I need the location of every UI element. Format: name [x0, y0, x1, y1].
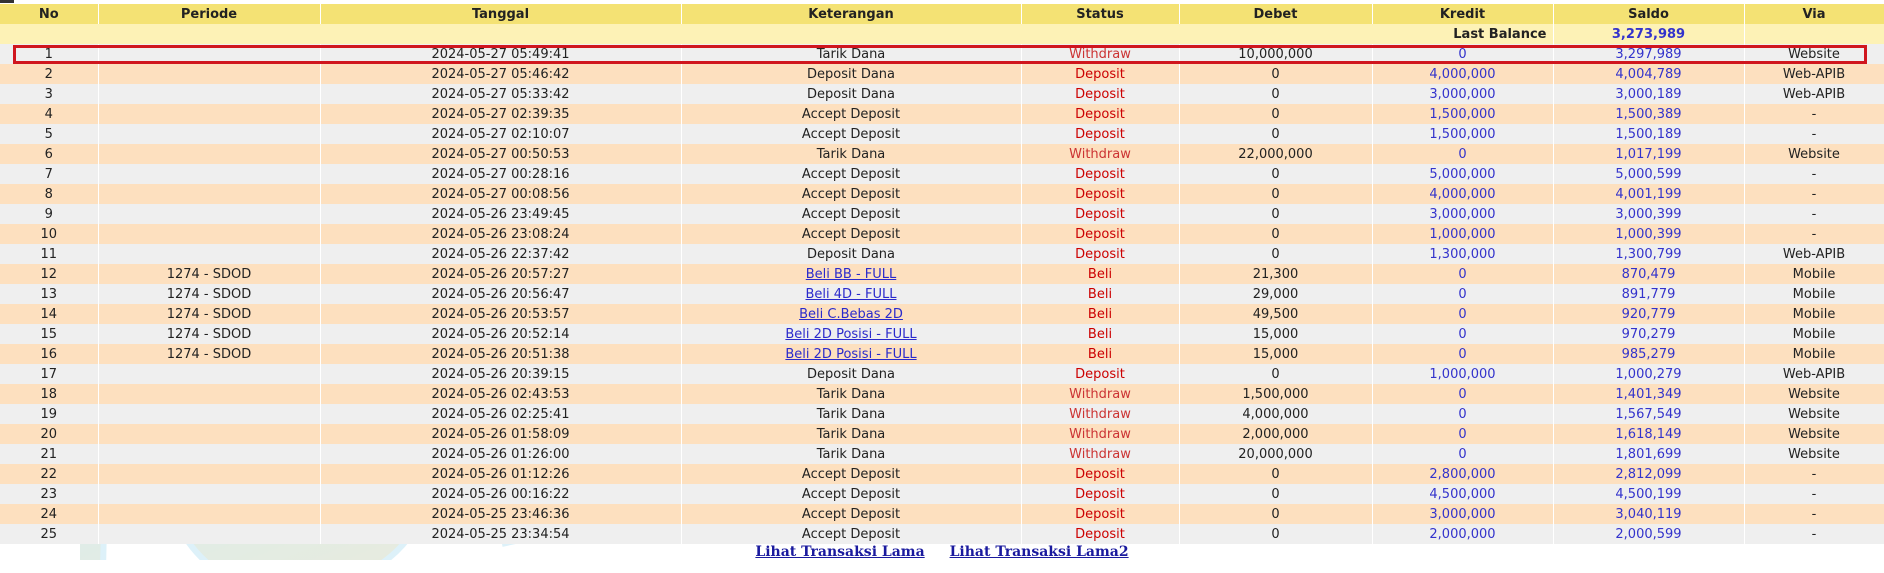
col-header-debet[interactable]: Debet	[1179, 4, 1372, 24]
cell-saldo: 3,040,119	[1553, 504, 1744, 524]
cell-periode	[98, 84, 320, 104]
cell-kredit: 0	[1372, 384, 1553, 404]
cell-status: Beli	[1021, 324, 1179, 344]
cell-kredit: 0	[1372, 404, 1553, 424]
cell-kredit: 2,800,000	[1372, 464, 1553, 484]
cell-no: 24	[0, 504, 98, 524]
cell-saldo: 870,479	[1553, 264, 1744, 284]
cell-debet: 0	[1179, 244, 1372, 264]
cell-kredit: 4,000,000	[1372, 184, 1553, 204]
cell-status: Deposit	[1021, 124, 1179, 144]
cell-kredit: 1,000,000	[1372, 364, 1553, 384]
col-header-kredit[interactable]: Kredit	[1372, 4, 1553, 24]
cell-kredit: 1,500,000	[1372, 104, 1553, 124]
cell-periode	[98, 484, 320, 504]
cell-via: Web-APIB	[1744, 364, 1884, 384]
cell-periode: 1274 - SDOD	[98, 304, 320, 324]
cell-via: Web-APIB	[1744, 84, 1884, 104]
cell-via: Web-APIB	[1744, 244, 1884, 264]
cell-keterangan: Accept Deposit	[681, 524, 1021, 544]
cell-saldo: 3,000,189	[1553, 84, 1744, 104]
cell-via: -	[1744, 524, 1884, 544]
cell-periode	[98, 364, 320, 384]
cell-via: Website	[1744, 144, 1884, 164]
cell-via: Website	[1744, 424, 1884, 444]
cell-keterangan: Tarik Dana	[681, 424, 1021, 444]
last-balance-label: Last Balance	[0, 24, 1553, 44]
table-row	[0, 164, 1884, 184]
cell-status: Deposit	[1021, 164, 1179, 184]
cell-status: Beli	[1021, 304, 1179, 324]
cell-no: 12	[0, 264, 98, 284]
cell-via: Website	[1744, 404, 1884, 424]
cell-debet: 22,000,000	[1179, 144, 1372, 164]
cell-kredit: 3,000,000	[1372, 84, 1553, 104]
cell-status: Withdraw	[1021, 144, 1179, 164]
cell-debet: 4,000,000	[1179, 404, 1372, 424]
table-row	[0, 84, 1884, 104]
cell-status: Deposit	[1021, 64, 1179, 84]
cell-keterangan	[681, 324, 1021, 344]
bet-detail-link[interactable]: Beli 4D - FULL	[805, 286, 897, 302]
cell-saldo: 4,500,199	[1553, 484, 1744, 504]
cell-tanggal: 2024-05-27 00:28:16	[320, 164, 681, 184]
cell-periode: 1274 - SDOD	[98, 284, 320, 304]
cell-keterangan: Tarik Dana	[681, 384, 1021, 404]
cell-saldo: 1,000,399	[1553, 224, 1744, 244]
cell-status: Withdraw	[1021, 404, 1179, 424]
cell-status: Deposit	[1021, 464, 1179, 484]
cell-periode	[98, 224, 320, 244]
cell-debet: 0	[1179, 224, 1372, 244]
cell-tanggal: 2024-05-26 20:51:38	[320, 344, 681, 364]
old-transactions-link[interactable]: Lihat Transaksi Lama	[755, 544, 925, 560]
cell-saldo: 1,801,699	[1553, 444, 1744, 464]
cell-via: -	[1744, 224, 1884, 244]
cell-saldo: 1,401,349	[1553, 384, 1744, 404]
cell-via: Web-APIB	[1744, 64, 1884, 84]
cell-status: Withdraw	[1021, 44, 1179, 64]
cell-kredit: 0	[1372, 424, 1553, 444]
cell-status: Deposit	[1021, 244, 1179, 264]
cell-saldo: 970,279	[1553, 324, 1744, 344]
cell-via: Website	[1744, 444, 1884, 464]
cell-periode	[98, 64, 320, 84]
cell-no: 22	[0, 464, 98, 484]
table-row	[0, 144, 1884, 164]
cell-keterangan: Accept Deposit	[681, 124, 1021, 144]
cell-no: 10	[0, 224, 98, 244]
cell-debet: 0	[1179, 484, 1372, 504]
cell-debet: 0	[1179, 164, 1372, 184]
cell-keterangan: Accept Deposit	[681, 484, 1021, 504]
cell-debet: 0	[1179, 464, 1372, 484]
cell-no: 25	[0, 524, 98, 544]
cell-kredit: 1,300,000	[1372, 244, 1553, 264]
cell-periode	[98, 164, 320, 184]
table-row	[0, 444, 1884, 464]
cell-no: 15	[0, 324, 98, 344]
table-row	[0, 104, 1884, 124]
cell-periode	[98, 204, 320, 224]
cell-tanggal: 2024-05-26 20:57:27	[320, 264, 681, 284]
table-row	[0, 464, 1884, 484]
cell-kredit: 1,500,000	[1372, 124, 1553, 144]
cell-debet: 15,000	[1179, 344, 1372, 364]
cell-no: 5	[0, 124, 98, 144]
cell-via: Mobile	[1744, 264, 1884, 284]
cell-via: -	[1744, 164, 1884, 184]
cell-tanggal: 2024-05-25 23:34:54	[320, 524, 681, 544]
cell-no: 11	[0, 244, 98, 264]
transaction-table	[0, 4, 1884, 544]
cell-status: Deposit	[1021, 84, 1179, 104]
cell-via: Website	[1744, 44, 1884, 64]
cell-keterangan: Accept Deposit	[681, 224, 1021, 244]
table-row	[0, 484, 1884, 504]
cell-saldo: 4,004,789	[1553, 64, 1744, 84]
cell-kredit: 2,000,000	[1372, 524, 1553, 544]
cell-keterangan	[681, 264, 1021, 284]
cell-via: -	[1744, 484, 1884, 504]
cell-no: 18	[0, 384, 98, 404]
cell-saldo: 1,500,189	[1553, 124, 1744, 144]
cell-debet: 0	[1179, 364, 1372, 384]
cell-debet: 10,000,000	[1179, 44, 1372, 64]
cell-periode	[98, 524, 320, 544]
cell-keterangan: Accept Deposit	[681, 104, 1021, 124]
cell-debet: 2,000,000	[1179, 424, 1372, 444]
cell-saldo: 1,000,279	[1553, 364, 1744, 384]
cell-debet: 0	[1179, 64, 1372, 84]
cell-debet: 0	[1179, 184, 1372, 204]
cell-via: -	[1744, 504, 1884, 524]
cell-keterangan: Tarik Dana	[681, 404, 1021, 424]
cell-status: Deposit	[1021, 504, 1179, 524]
cell-debet: 15,000	[1179, 324, 1372, 344]
cell-kredit: 0	[1372, 324, 1553, 344]
cell-debet: 1,500,000	[1179, 384, 1372, 404]
last-balance-row	[0, 24, 1884, 44]
table-row	[0, 424, 1884, 444]
col-header-tanggal[interactable]: Tanggal	[320, 4, 681, 24]
cell-via: -	[1744, 464, 1884, 484]
table-row	[0, 284, 1884, 304]
cell-keterangan: Deposit Dana	[681, 364, 1021, 384]
cell-saldo: 985,279	[1553, 344, 1744, 364]
cell-kredit: 0	[1372, 304, 1553, 324]
cell-kredit: 5,000,000	[1372, 164, 1553, 184]
cell-periode	[98, 444, 320, 464]
cell-kredit: 0	[1372, 44, 1553, 64]
col-header-via[interactable]: Via	[1744, 4, 1884, 24]
cell-no: 23	[0, 484, 98, 504]
cell-tanggal: 2024-05-26 23:49:45	[320, 204, 681, 224]
cell-status: Deposit	[1021, 204, 1179, 224]
table-row	[0, 304, 1884, 324]
cell-keterangan: Deposit Dana	[681, 84, 1021, 104]
cell-status: Withdraw	[1021, 444, 1179, 464]
top-edge-marker	[0, 0, 14, 3]
cell-periode	[98, 44, 320, 64]
cell-keterangan	[681, 304, 1021, 324]
cell-status: Deposit	[1021, 224, 1179, 244]
old-transactions-link-2[interactable]: Lihat Transaksi Lama2	[949, 544, 1129, 560]
cell-no: 3	[0, 84, 98, 104]
cell-kredit: 0	[1372, 264, 1553, 284]
cell-keterangan: Tarik Dana	[681, 44, 1021, 64]
cell-tanggal: 2024-05-26 01:26:00	[320, 444, 681, 464]
cell-saldo: 5,000,599	[1553, 164, 1744, 184]
cell-no: 20	[0, 424, 98, 444]
cell-tanggal: 2024-05-27 00:50:53	[320, 144, 681, 164]
cell-keterangan: Accept Deposit	[681, 464, 1021, 484]
cell-saldo: 1,300,799	[1553, 244, 1744, 264]
cell-periode: 1274 - SDOD	[98, 344, 320, 364]
bet-detail-link[interactable]: Beli 2D Posisi - FULL	[785, 346, 917, 362]
cell-no: 8	[0, 184, 98, 204]
col-header-status[interactable]: Status	[1021, 4, 1179, 24]
table-row	[0, 344, 1884, 364]
cell-kredit: 0	[1372, 144, 1553, 164]
table-row	[0, 364, 1884, 384]
cell-debet: 0	[1179, 524, 1372, 544]
cell-no: 9	[0, 204, 98, 224]
table-row	[0, 184, 1884, 204]
cell-periode	[98, 144, 320, 164]
cell-saldo: 1,500,389	[1553, 104, 1744, 124]
cell-saldo: 3,297,989	[1553, 44, 1744, 64]
cell-status: Deposit	[1021, 484, 1179, 504]
cell-no: 14	[0, 304, 98, 324]
table-row	[0, 404, 1884, 424]
cell-debet: 0	[1179, 504, 1372, 524]
cell-periode: 1274 - SDOD	[98, 324, 320, 344]
cell-saldo: 3,000,399	[1553, 204, 1744, 224]
cell-keterangan: Accept Deposit	[681, 504, 1021, 524]
cell-status: Withdraw	[1021, 424, 1179, 444]
cell-no: 4	[0, 104, 98, 124]
cell-keterangan: Accept Deposit	[681, 204, 1021, 224]
cell-kredit: 1,000,000	[1372, 224, 1553, 244]
cell-tanggal: 2024-05-26 00:16:22	[320, 484, 681, 504]
cell-via: Mobile	[1744, 324, 1884, 344]
cell-status: Deposit	[1021, 104, 1179, 124]
cell-tanggal: 2024-05-25 23:46:36	[320, 504, 681, 524]
col-header-keterangan[interactable]: Keterangan	[681, 4, 1021, 24]
cell-keterangan: Accept Deposit	[681, 164, 1021, 184]
table-row	[0, 504, 1884, 524]
cell-periode	[98, 404, 320, 424]
cell-status: Deposit	[1021, 524, 1179, 544]
cell-via: -	[1744, 104, 1884, 124]
cell-saldo: 2,000,599	[1553, 524, 1744, 544]
cell-periode	[98, 104, 320, 124]
cell-debet: 0	[1179, 104, 1372, 124]
cell-debet: 29,000	[1179, 284, 1372, 304]
table-row	[0, 224, 1884, 244]
table-row	[0, 124, 1884, 144]
cell-tanggal: 2024-05-26 23:08:24	[320, 224, 681, 244]
cell-saldo: 891,779	[1553, 284, 1744, 304]
cell-kredit: 3,000,000	[1372, 204, 1553, 224]
cell-periode	[98, 504, 320, 524]
cell-tanggal: 2024-05-27 05:46:42	[320, 64, 681, 84]
cell-kredit: 3,000,000	[1372, 504, 1553, 524]
table-header-row	[0, 4, 1884, 24]
cell-via: -	[1744, 124, 1884, 144]
cell-periode	[98, 124, 320, 144]
cell-debet: 0	[1179, 204, 1372, 224]
cell-tanggal: 2024-05-27 05:49:41	[320, 44, 681, 64]
cell-saldo: 4,001,199	[1553, 184, 1744, 204]
cell-tanggal: 2024-05-26 20:39:15	[320, 364, 681, 384]
cell-debet: 20,000,000	[1179, 444, 1372, 464]
cell-tanggal: 2024-05-26 22:37:42	[320, 244, 681, 264]
table-row	[0, 524, 1884, 544]
cell-keterangan: Accept Deposit	[681, 184, 1021, 204]
cell-tanggal: 2024-05-26 01:12:26	[320, 464, 681, 484]
cell-status: Deposit	[1021, 184, 1179, 204]
cell-no: 17	[0, 364, 98, 384]
cell-debet: 21,300	[1179, 264, 1372, 284]
cell-saldo: 1,567,549	[1553, 404, 1744, 424]
table-row	[0, 264, 1884, 284]
cell-via: -	[1744, 204, 1884, 224]
cell-status: Beli	[1021, 284, 1179, 304]
cell-via: -	[1744, 184, 1884, 204]
cell-periode	[98, 244, 320, 264]
table-row	[0, 244, 1884, 264]
cell-status: Deposit	[1021, 364, 1179, 384]
table-row	[0, 44, 1884, 64]
last-balance-empty	[1744, 24, 1884, 44]
cell-tanggal: 2024-05-26 20:56:47	[320, 284, 681, 304]
bet-detail-link[interactable]: Beli 2D Posisi - FULL	[785, 326, 917, 342]
cell-tanggal: 2024-05-26 02:43:53	[320, 384, 681, 404]
table-row	[0, 64, 1884, 84]
cell-saldo: 1,017,199	[1553, 144, 1744, 164]
last-balance-value: 3,273,989	[1553, 24, 1744, 44]
cell-kredit: 4,000,000	[1372, 64, 1553, 84]
col-header-periode[interactable]: Periode	[98, 4, 320, 24]
cell-keterangan: Tarik Dana	[681, 144, 1021, 164]
cell-status: Withdraw	[1021, 384, 1179, 404]
bet-detail-link[interactable]: Beli C.Bebas 2D	[799, 306, 903, 322]
cell-keterangan	[681, 284, 1021, 304]
cell-via: Website	[1744, 384, 1884, 404]
table-row	[0, 384, 1884, 404]
cell-via: Mobile	[1744, 284, 1884, 304]
cell-tanggal: 2024-05-26 20:53:57	[320, 304, 681, 324]
cell-kredit: 0	[1372, 444, 1553, 464]
cell-debet: 0	[1179, 124, 1372, 144]
cell-tanggal: 2024-05-26 20:52:14	[320, 324, 681, 344]
col-header-no[interactable]: No	[0, 4, 98, 24]
cell-periode	[98, 184, 320, 204]
cell-no: 16	[0, 344, 98, 364]
cell-saldo: 1,618,149	[1553, 424, 1744, 444]
table-row	[0, 324, 1884, 344]
cell-keterangan: Deposit Dana	[681, 244, 1021, 264]
cell-kredit: 4,500,000	[1372, 484, 1553, 504]
cell-saldo: 2,812,099	[1553, 464, 1744, 484]
cell-tanggal: 2024-05-26 02:25:41	[320, 404, 681, 424]
cell-periode	[98, 464, 320, 484]
cell-periode	[98, 384, 320, 404]
cell-no: 7	[0, 164, 98, 184]
cell-no: 19	[0, 404, 98, 424]
cell-debet: 0	[1179, 84, 1372, 104]
cell-tanggal: 2024-05-27 00:08:56	[320, 184, 681, 204]
cell-tanggal: 2024-05-27 05:33:42	[320, 84, 681, 104]
cell-saldo: 920,779	[1553, 304, 1744, 324]
cell-keterangan	[681, 344, 1021, 364]
cell-status: Beli	[1021, 264, 1179, 284]
cell-kredit: 0	[1372, 344, 1553, 364]
col-header-saldo[interactable]: Saldo	[1553, 4, 1744, 24]
table-row	[0, 204, 1884, 224]
cell-tanggal: 2024-05-26 01:58:09	[320, 424, 681, 444]
cell-status: Beli	[1021, 344, 1179, 364]
bet-detail-link[interactable]: Beli BB - FULL	[805, 266, 897, 282]
cell-periode	[98, 424, 320, 444]
cell-via: Mobile	[1744, 344, 1884, 364]
cell-tanggal: 2024-05-27 02:39:35	[320, 104, 681, 124]
cell-debet: 49,500	[1179, 304, 1372, 324]
cell-no: 13	[0, 284, 98, 304]
cell-periode: 1274 - SDOD	[98, 264, 320, 284]
cell-no: 6	[0, 144, 98, 164]
cell-no: 21	[0, 444, 98, 464]
cell-no: 1	[0, 44, 98, 64]
cell-tanggal: 2024-05-27 02:10:07	[320, 124, 681, 144]
cell-keterangan: Deposit Dana	[681, 64, 1021, 84]
footer-links	[0, 544, 1884, 560]
cell-kredit: 0	[1372, 284, 1553, 304]
cell-via: Mobile	[1744, 304, 1884, 324]
cell-no: 2	[0, 64, 98, 84]
cell-keterangan: Tarik Dana	[681, 444, 1021, 464]
